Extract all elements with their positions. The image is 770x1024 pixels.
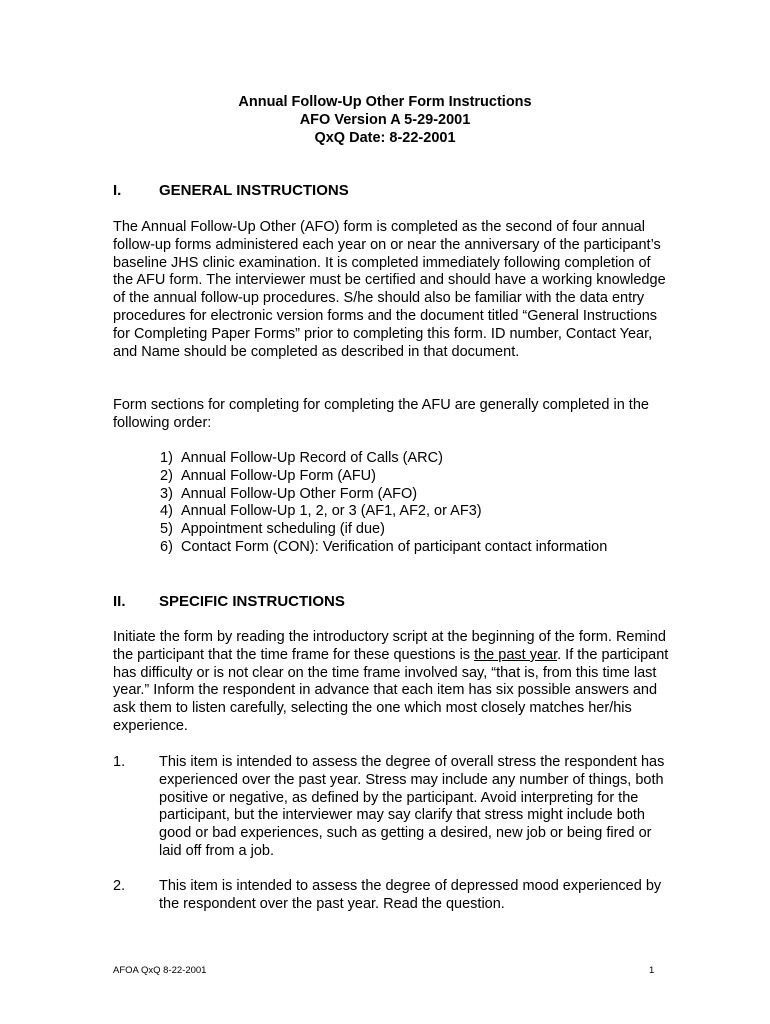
form-order-paragraph: Form sections for completing for completing the AFU are generally completed in the following order: bbox=[113, 397, 649, 431]
list-item: 4) Annual Follow-Up 1, 2, or 3 (AF1, AF2, or AF3) bbox=[160, 503, 482, 520]
document-version: AFO Version A 5-29-2001 bbox=[299, 112, 471, 128]
instruction-item bbox=[113, 754, 673, 861]
document-qxq-date: QxQ Date: 8-22-2001 bbox=[314, 130, 456, 146]
section-heading-specific bbox=[113, 593, 345, 611]
list-item: 6) Contact Form (CON): Verification of participant contact information bbox=[160, 538, 608, 555]
item-number: 2. bbox=[113, 878, 126, 894]
underlined-time-frame: the past year bbox=[474, 646, 558, 663]
section-title: GENERAL INSTRUCTIONS bbox=[159, 182, 349, 199]
general-instructions-paragraph: The Annual Follow-Up Other (AFO) form is completed as the second of four annual follow-up forms administered each year on or near the anniversary of the participant’s baseline JHS clinic examination. It is completed immediately following completion of the AFU form. The interviewer must be certified and should have a working knowledge of the annual follow-up procedures. S/he should also be familiar with the data entry procedures for electronic version forms and the document titled “General Instructions for Completing Paper Forms” prior to completing this form. ID number, Contact Year, and Name should be completed as described in that document. bbox=[113, 219, 666, 360]
form-order-list bbox=[160, 450, 680, 557]
item-text: This item is intended to assess the degree of overall stress the respondent has experienced over the past year. Stress may include any number of things, both positive or negative, as defined by the participant. Avoid interpreting for the participant, but the interviewer may say clarify that stress might include both good or bad experiences, such as getting a desired, new job or being fired or laid off from a job. bbox=[159, 754, 665, 859]
document-title-block bbox=[0, 93, 770, 147]
item-number: 1. bbox=[113, 754, 126, 770]
item-text: This item is intended to assess the degree of depressed mood experienced by the respondent over the past year. Read the question. bbox=[159, 878, 662, 912]
footer-document-id: AFOA QxQ 8-22-2001 bbox=[113, 965, 207, 976]
list-item: 5) Appointment scheduling (if due) bbox=[160, 521, 385, 538]
document-title: Annual Follow-Up Other Form Instructions bbox=[238, 94, 532, 110]
footer-page-number: 1 bbox=[649, 965, 655, 976]
list-item: 3) Annual Follow-Up Other Form (AFO) bbox=[160, 485, 418, 502]
list-item: 2) Annual Follow-Up Form (AFU) bbox=[160, 467, 376, 484]
list-item: 1) Annual Follow-Up Record of Calls (ARC) bbox=[160, 450, 443, 466]
section-heading-general bbox=[113, 182, 349, 200]
instruction-item bbox=[113, 878, 673, 914]
specific-instructions-paragraph: Initiate the form by reading the introductory script at the beginning of the form. Remind the participant that the time frame for these questions is the past year. If the participant has difficulty or is not clear on the time frame involved say, “that is, from this time last year.” Inform the respondent in advance that each item has six possible answers and ask them to listen carefully, selecting the one which most closely matches her/his experience. bbox=[113, 629, 669, 734]
section-number: II. bbox=[113, 593, 126, 610]
section-number: I. bbox=[113, 182, 122, 199]
section-title: SPECIFIC INSTRUCTIONS bbox=[159, 593, 345, 610]
